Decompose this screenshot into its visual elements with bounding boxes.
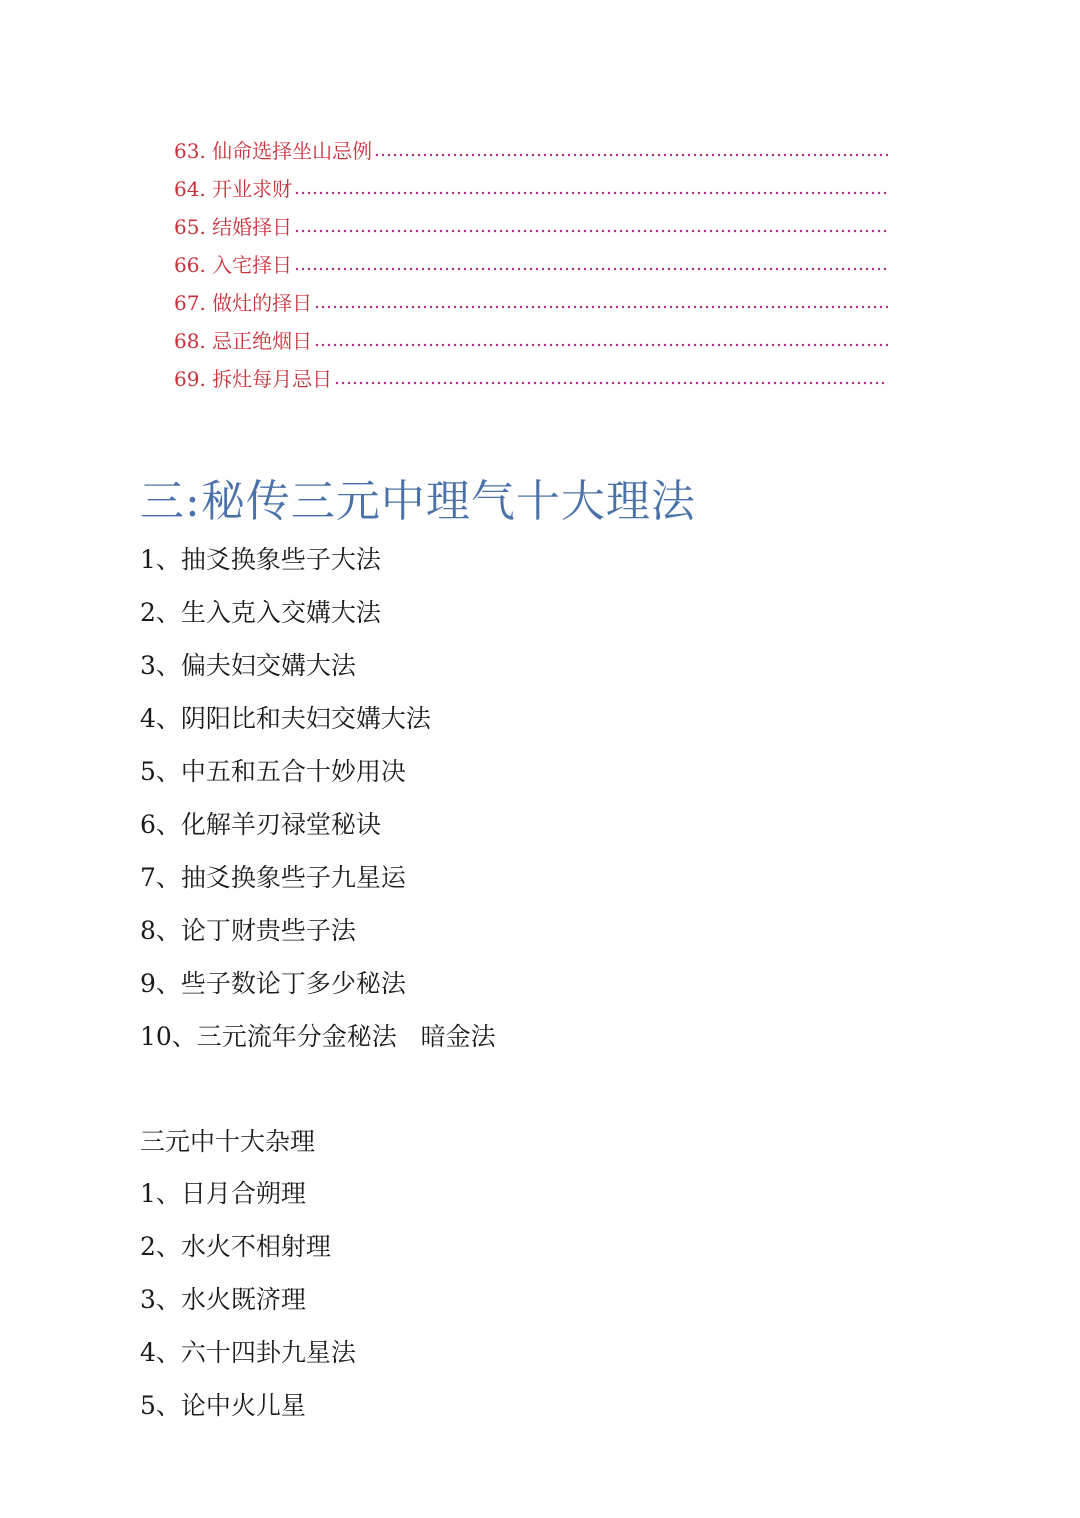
toc-entry-label: 64. 开业求财 [174, 177, 293, 201]
toc-entry-label: 67. 做灶的择日 [174, 291, 313, 315]
toc-entry-label: 68. 忌正绝烟日 [174, 329, 313, 353]
section-heading: 三:秘传三元中理气十大理法 [140, 476, 696, 527]
list-item: 7、抽爻换象些子九星运 [140, 863, 406, 892]
list-item: 3、偏夫妇交媾大法 [140, 651, 356, 680]
toc-entry[interactable] [174, 124, 888, 162]
toc-entry[interactable] [174, 352, 888, 390]
list-item: 4、阴阳比和夫妇交媾大法 [140, 704, 431, 733]
list-item: 1、抽爻换象些子大法 [140, 545, 381, 574]
toc-entry-label: 63. 仙命选择坐山忌例 [174, 139, 373, 163]
list-item: 1、日月合朔理 [140, 1179, 306, 1208]
list-item: 4、六十四卦九星法 [140, 1338, 356, 1367]
toc-entry-label: 66. 入宅择日 [174, 253, 293, 277]
toc-entry[interactable] [174, 162, 888, 200]
list-item: 5、论中火儿星 [140, 1391, 306, 1420]
miscellaneous-list [140, 1174, 356, 1439]
toc-entry[interactable] [174, 314, 888, 352]
toc-dot-leader [294, 250, 888, 272]
toc-entry[interactable] [174, 200, 888, 238]
toc-dot-leader [334, 364, 888, 386]
list-item: 6、化解羊刃禄堂秘诀 [140, 810, 381, 839]
table-of-contents [174, 124, 888, 390]
toc-dot-leader [314, 288, 888, 310]
toc-entry[interactable] [174, 238, 888, 276]
toc-entry[interactable] [174, 276, 888, 314]
toc-dot-leader [314, 326, 888, 348]
toc-dot-leader [374, 136, 888, 158]
methods-list [140, 540, 496, 1070]
list-item: 9、些子数论丁多少秘法 [140, 969, 406, 998]
list-item: 8、论丁财贵些子法 [140, 916, 356, 945]
list-item: 2、生入克入交媾大法 [140, 598, 381, 627]
list-item: 2、水火不相射理 [140, 1232, 331, 1261]
toc-dot-leader [294, 212, 888, 234]
list-item: 10、三元流年分金秘法 暗金法 [140, 1022, 496, 1051]
list-item: 3、水火既济理 [140, 1285, 306, 1314]
toc-entry-label: 69. 拆灶每月忌日 [174, 367, 333, 391]
list-item: 5、中五和五合十妙用决 [140, 757, 406, 786]
subsection-heading: 三元中十大杂理 [140, 1127, 316, 1156]
toc-entry-label: 65. 结婚择日 [174, 215, 293, 239]
toc-dot-leader [294, 174, 888, 196]
